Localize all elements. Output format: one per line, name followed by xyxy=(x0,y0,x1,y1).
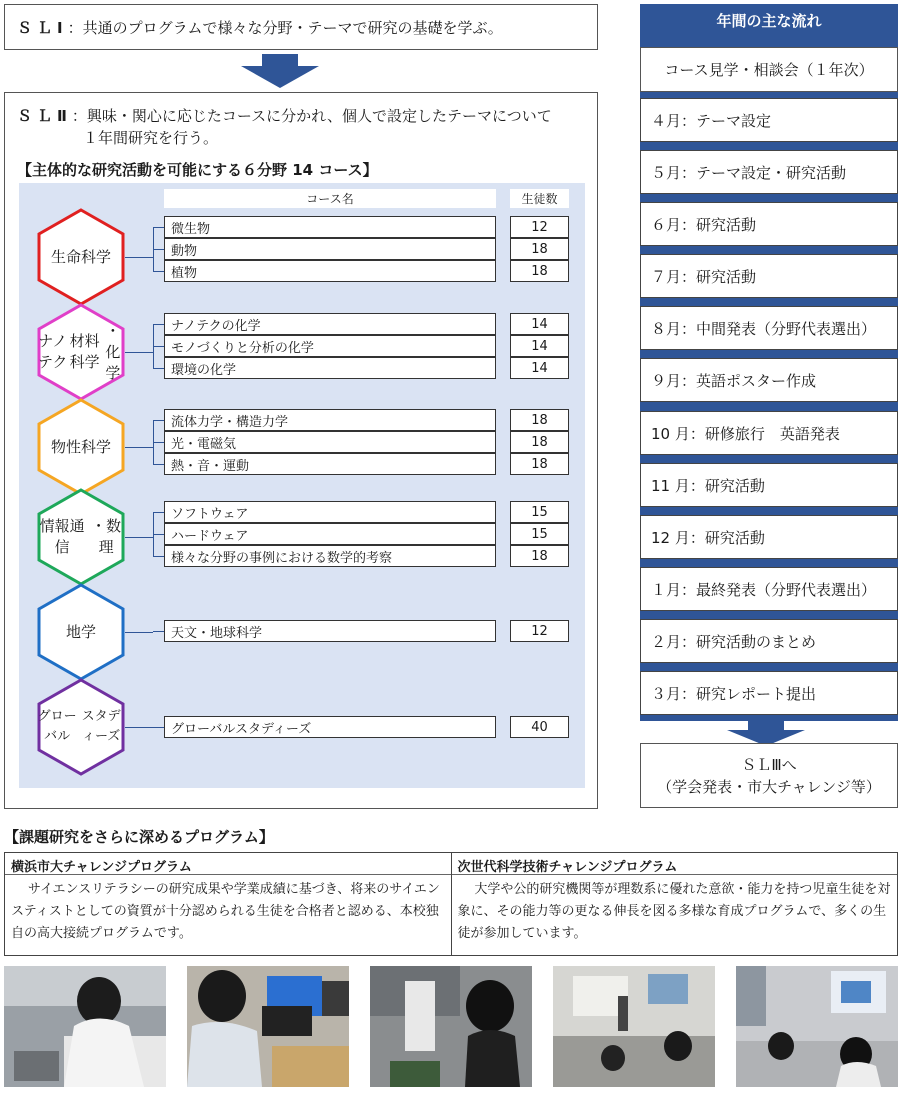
course-table xyxy=(19,183,585,788)
sl1-text: ：共通のプログラムで様々な分野・テーマで研究の基礎を学ぶ。 xyxy=(67,18,503,37)
flow-step: ７月：研究活動 xyxy=(640,254,898,298)
field-name-line: 情報通信 xyxy=(39,517,85,556)
field-hexagon-icon xyxy=(37,208,125,306)
course-name: 植物 xyxy=(164,260,496,282)
connector-line xyxy=(153,442,164,443)
connector-line xyxy=(153,512,164,513)
student-count: 18 xyxy=(510,238,569,260)
field-name-line: スタディーズ xyxy=(81,709,121,744)
course-name: 熱・音・運動 xyxy=(164,453,496,475)
field-name xyxy=(37,398,125,496)
student-count: 18 xyxy=(510,431,569,453)
connector-line xyxy=(125,352,153,353)
course-name: 流体力学・構造力学 xyxy=(164,409,496,431)
programs-title: 【課題研究をさらに深めるプログラム】 xyxy=(4,828,274,846)
connector-line xyxy=(153,727,164,728)
program-description: サイエンスリテラシーの研究成果や学業成績に基づき、将来のサイエンスティストとしての資質が十分認められる生徒を合格者と認める、本校独自の高大接続プログラムです。 xyxy=(11,882,440,941)
sl2-text-line2: １年間研究を行う。 xyxy=(83,129,219,147)
flow-step: ５月：テーマ設定・研究活動 xyxy=(640,150,898,194)
connector-line xyxy=(125,257,153,258)
connector-line xyxy=(153,631,164,632)
sl2-label: ＳＬⅡ xyxy=(17,107,72,125)
course-name: 光・電磁気 xyxy=(164,431,496,453)
connector-line xyxy=(125,632,153,633)
program-cell xyxy=(451,853,898,955)
student-count: 12 xyxy=(510,216,569,238)
field-hexagon-icon xyxy=(37,303,125,401)
student-count: 18 xyxy=(510,545,569,567)
flow-step: ６月：研究活動 xyxy=(640,202,898,246)
field-name xyxy=(37,583,125,681)
student-count: 18 xyxy=(510,409,569,431)
students-header: 生徒数 xyxy=(510,189,569,208)
connector-line xyxy=(125,727,153,728)
course-name: 微生物 xyxy=(164,216,496,238)
course-table-title: 【主体的な研究活動を可能にする６分野 14 コース】 xyxy=(17,161,378,179)
flow-first-step: コース見学・相談会（１年次） xyxy=(640,47,898,92)
lab-photo xyxy=(370,966,532,1087)
lab-photo xyxy=(553,966,715,1087)
course-name-header: コース名 xyxy=(164,189,496,208)
connector-line xyxy=(153,271,164,272)
flow-step: ３月：研究レポート提出 xyxy=(640,671,898,715)
connector-line xyxy=(153,324,164,325)
field-name-line: 材料科学 xyxy=(69,332,100,371)
connector-line xyxy=(125,447,153,448)
field-name xyxy=(37,678,125,776)
connector-line xyxy=(153,534,164,535)
sl2-text-line1: ：興味・関心に応じたコースに分かれ、個人で設定したテーマについて xyxy=(71,107,552,125)
field-name-line: ・数理 xyxy=(91,517,122,556)
field-hexagon-icon xyxy=(37,488,125,586)
lab-photo xyxy=(187,966,349,1087)
student-count: 15 xyxy=(510,501,569,523)
connector-line xyxy=(125,537,153,538)
connector-line xyxy=(153,464,164,465)
connector-line xyxy=(153,249,164,250)
program-cell xyxy=(5,853,451,955)
programs-table xyxy=(4,852,898,956)
course-name: モノづくりと分析の化学 xyxy=(164,335,496,357)
course-name: 環境の化学 xyxy=(164,357,496,379)
field-name-line: ・化学 xyxy=(105,321,121,382)
student-count: 14 xyxy=(510,313,569,335)
course-name: グローバルスタディーズ xyxy=(164,716,496,738)
field-name-line: グローバル xyxy=(37,709,77,744)
field-hexagon-icon xyxy=(37,678,125,776)
sl1-summary xyxy=(4,4,598,50)
flow-step: 10 月：研修旅行 英語発表 xyxy=(640,411,898,455)
connector-line xyxy=(153,556,164,557)
student-count: 18 xyxy=(510,453,569,475)
student-count: 18 xyxy=(510,260,569,282)
flow-step: ９月：英語ポスター作成 xyxy=(640,358,898,402)
sl2-section xyxy=(4,92,598,809)
course-name: ソフトウェア xyxy=(164,501,496,523)
field-name-line: 物性科学 xyxy=(50,437,111,456)
program-description: 大学や公的研究機関等が理数系に優れた意欲・能力を持つ児童生徒を対象に、その能力等の更なる伸長を図る多様な育成プログラムで、多くの生徒が参加しています。 xyxy=(457,882,891,941)
lab-photo xyxy=(4,966,166,1087)
field-hexagon-icon xyxy=(37,398,125,496)
course-name: ナノテクの化学 xyxy=(164,313,496,335)
student-count: 40 xyxy=(510,716,569,738)
connector-line xyxy=(153,227,164,228)
student-count: 12 xyxy=(510,620,569,642)
course-name: 天文・地球科学 xyxy=(164,620,496,642)
flow-step: ２月：研究活動のまとめ xyxy=(640,619,898,663)
flow-step: １月：最終発表（分野代表選出） xyxy=(640,567,898,611)
student-count: 14 xyxy=(510,335,569,357)
program-name: 次世代科学技術チャレンジプログラム xyxy=(452,853,898,875)
field-name-line: 地学 xyxy=(65,622,96,641)
course-name: ハードウェア xyxy=(164,523,496,545)
flow-end-line1: ＳＬⅢへ xyxy=(741,755,797,774)
flow-step: 12 月：研究活動 xyxy=(640,515,898,559)
flow-title: 年間の主な流れ xyxy=(640,4,898,36)
field-name xyxy=(37,208,125,306)
sl2-description xyxy=(17,105,552,149)
student-count: 14 xyxy=(510,357,569,379)
program-name: 横浜市大チャレンジプログラム xyxy=(5,853,451,875)
student-count: 15 xyxy=(510,523,569,545)
connector-line xyxy=(153,368,164,369)
flow-end-line2: （学会発表・市大チャレンジ等） xyxy=(657,777,881,796)
lab-photo xyxy=(736,966,898,1087)
connector-line xyxy=(153,420,164,421)
flow-step: ８月：中間発表（分野代表選出） xyxy=(640,306,898,350)
course-name: 様々な分野の事例における数学的考察 xyxy=(164,545,496,567)
field-hexagon-icon xyxy=(37,583,125,681)
field-name-line: ナノテク xyxy=(38,332,68,371)
connector-line xyxy=(153,346,164,347)
flow-next-stage xyxy=(640,743,898,808)
field-name xyxy=(37,303,125,401)
field-name xyxy=(37,488,125,586)
flow-step: ４月：テーマ設定 xyxy=(640,98,898,142)
flow-step: 11 月：研究活動 xyxy=(640,463,898,507)
field-name-line: 生命科学 xyxy=(50,247,111,266)
sl1-label: ＳＬⅠ xyxy=(17,18,68,37)
course-name: 動物 xyxy=(164,238,496,260)
